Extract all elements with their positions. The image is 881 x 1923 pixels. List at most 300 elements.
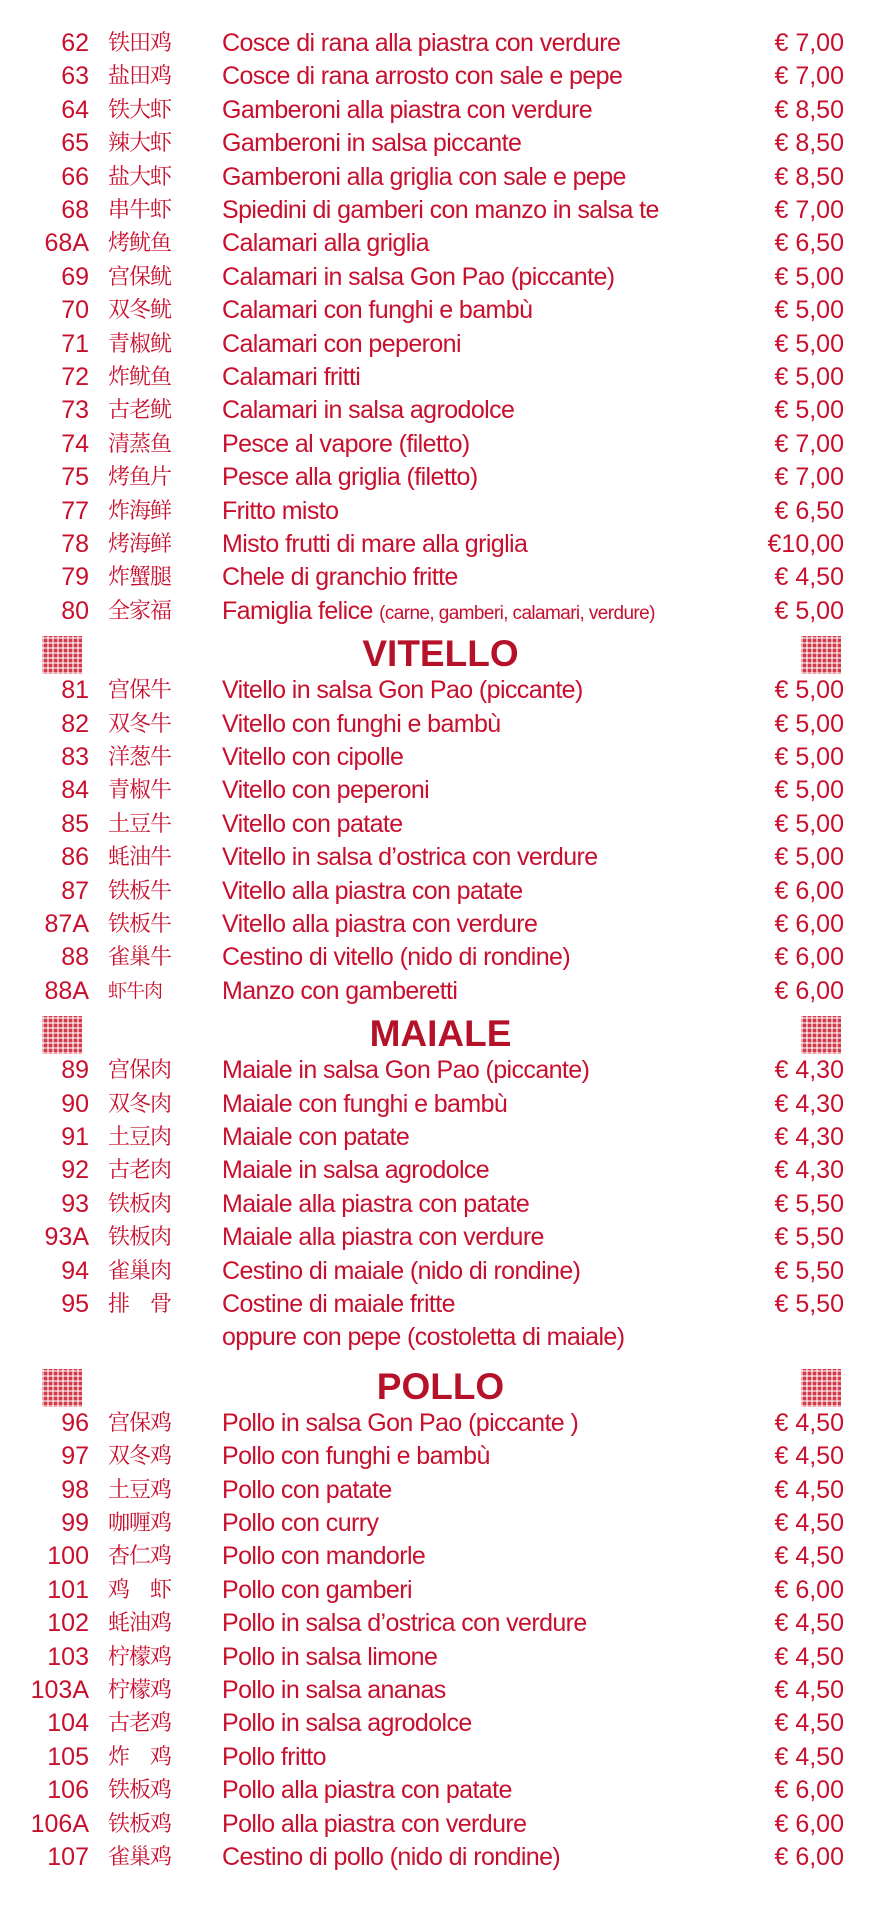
- item-price: € 5,00: [774, 743, 844, 771]
- item-italian-text: Pesce al vapore (filetto): [222, 429, 470, 458]
- menu-item-row: [0, 60, 881, 93]
- item-italian-name: [222, 161, 626, 194]
- item-italian-name: [222, 294, 532, 327]
- item-italian-name: [222, 1288, 455, 1321]
- menu-item-row: [0, 1641, 881, 1674]
- item-price: € 4,50: [774, 1442, 844, 1471]
- menu-item-row: [0, 1741, 881, 1774]
- item-chinese-name: 铁田鸡: [108, 31, 172, 56]
- item-chinese-name: 铁板牛: [108, 878, 172, 904]
- item-number: 100: [47, 1542, 89, 1571]
- item-price: € 4,50: [774, 1542, 844, 1571]
- item-chinese-name: 烤鱿鱼: [108, 231, 172, 257]
- item-price: € 8,50: [774, 162, 844, 191]
- menu-item-row: [0, 1607, 881, 1640]
- item-italian-text: Gamberoni alla griglia con sale e pepe: [222, 162, 626, 191]
- item-chinese-name: 铁大虾: [108, 97, 172, 123]
- item-italian-name: [222, 1474, 392, 1507]
- item-number: 88A: [44, 976, 89, 1005]
- menu-item-row: [0, 94, 881, 127]
- item-italian-text: Pollo con funghi e bambù: [222, 1442, 490, 1471]
- item-number: 62: [61, 29, 89, 57]
- item-chinese-name: 炸海鲜: [108, 498, 172, 524]
- menu-item-row: [0, 1154, 881, 1187]
- item-italian-detail: (carne, gamberi, calamari, verdure): [379, 602, 655, 624]
- item-italian-name: [222, 908, 537, 941]
- section-header-pollo: [0, 1367, 881, 1407]
- menu-item-row: [0, 841, 881, 874]
- item-chinese-name: 排 骨: [108, 1292, 172, 1317]
- item-italian-name: [222, 1407, 578, 1440]
- item-italian-text: Calamari fritti: [222, 363, 361, 391]
- item-italian-text: Spiedini di gamberi con manzo in salsa te: [222, 196, 659, 224]
- item-price: €10,00: [767, 530, 844, 558]
- item-number: 64: [61, 95, 89, 124]
- menu-item-row: [0, 428, 881, 461]
- item-italian-text: Cestino di vitello (nido di rondine): [222, 943, 571, 972]
- item-price: € 6,00: [774, 976, 844, 1005]
- item-italian-name: [222, 674, 583, 707]
- item-chinese-name: 宫保肉: [108, 1058, 172, 1084]
- item-italian-name: [222, 1440, 490, 1473]
- item-price: € 4,30: [774, 1056, 844, 1085]
- item-price: € 7,00: [774, 62, 844, 91]
- item-price: € 6,00: [774, 876, 844, 905]
- item-italian-text: Costine di maiale fritte: [222, 1290, 455, 1318]
- item-price: € 4,50: [774, 563, 844, 592]
- menu-item-row: [0, 261, 881, 294]
- item-price: € 4,50: [774, 1709, 844, 1738]
- item-italian-text: Calamari in salsa Gon Pao (piccante): [222, 262, 615, 291]
- item-number: 99: [61, 1509, 89, 1537]
- item-italian-text: Pollo con patate: [222, 1475, 392, 1504]
- menu-item-row: [0, 1054, 881, 1087]
- item-number: 86: [61, 843, 89, 872]
- item-chinese-name: 铁板鸡: [108, 1778, 172, 1804]
- item-italian-text: Pollo in salsa agrodolce: [222, 1709, 472, 1738]
- menu-item-row: [0, 27, 881, 60]
- item-number: 91: [61, 1123, 89, 1151]
- item-number: 103A: [30, 1676, 89, 1704]
- item-italian-name: [222, 1707, 472, 1740]
- menu-item-row: [0, 875, 881, 908]
- item-number: 106A: [30, 1809, 89, 1838]
- item-italian-name: [222, 1641, 437, 1674]
- item-number: 97: [61, 1442, 89, 1471]
- item-italian-name: [222, 495, 338, 528]
- item-number: 81: [61, 676, 89, 705]
- menu-item-row: [0, 394, 881, 427]
- item-chinese-name: 蚝油鸡: [108, 1611, 172, 1637]
- item-italian-text: Cestino di maiale (nido di rondine): [222, 1256, 581, 1285]
- item-number: 82: [61, 709, 89, 738]
- menu-item-row: [0, 741, 881, 774]
- item-italian-name: [222, 595, 655, 630]
- item-italian-name: [222, 27, 620, 60]
- item-number: 70: [61, 296, 89, 325]
- item-italian-text: Manzo con gamberetti: [222, 976, 458, 1005]
- item-italian-text: Pollo in salsa d’ostrica con verdure: [222, 1609, 587, 1638]
- item-italian-text: Chele di granchio fritte: [222, 563, 458, 592]
- menu-item-row: [0, 1808, 881, 1841]
- menu-item-row: [0, 1321, 881, 1354]
- item-italian-text: Maiale in salsa Gon Pao (piccante): [222, 1056, 590, 1085]
- item-italian-text: Cosce di rana alla piastra con verdure: [222, 29, 621, 57]
- item-italian-text: Maiale con patate: [222, 1123, 410, 1151]
- item-price: € 7,00: [774, 429, 844, 458]
- item-italian-text: Pollo in salsa Gon Pao (piccante ): [222, 1408, 579, 1437]
- menu-item-row: [0, 328, 881, 361]
- item-price: € 4,30: [774, 1123, 844, 1151]
- item-number: 85: [61, 809, 89, 838]
- section-title: MAIALE: [369, 1013, 512, 1055]
- item-number: 79: [61, 563, 89, 592]
- item-chinese-name: 铁板牛: [108, 912, 172, 937]
- item-chinese-name: 雀巢肉: [108, 1258, 172, 1284]
- item-italian-name: [222, 461, 478, 494]
- item-number: 83: [61, 743, 89, 771]
- item-price: € 6,50: [774, 229, 844, 258]
- item-price: € 8,50: [774, 95, 844, 124]
- item-chinese-name: 柠檬鸡: [108, 1644, 172, 1670]
- item-chinese-name: 虾牛肉: [108, 979, 163, 1002]
- item-number: 103: [47, 1642, 89, 1671]
- item-number: 63: [61, 62, 89, 91]
- menu-item-row: [0, 194, 881, 227]
- menu-item-row: [0, 227, 881, 260]
- item-italian-text: Pollo con gamberi: [222, 1575, 412, 1604]
- item-price: € 7,00: [774, 196, 844, 224]
- item-italian-text: Calamari in salsa agrodolce: [222, 396, 515, 425]
- item-chinese-name: 双冬鱿: [108, 298, 172, 324]
- item-price: € 6,00: [774, 1843, 844, 1871]
- item-italian-text: Gamberoni in salsa piccante: [222, 129, 522, 158]
- item-chinese-name: 双冬鸡: [108, 1444, 172, 1470]
- item-italian-text: Pollo con curry: [222, 1509, 379, 1537]
- item-italian-name: [222, 428, 470, 461]
- item-number: 88: [61, 943, 89, 972]
- item-number: 75: [61, 463, 89, 492]
- item-chinese-name: 咖喱鸡: [108, 1511, 172, 1536]
- item-italian-text: Fritto misto: [222, 496, 339, 525]
- item-italian-name: [222, 1188, 529, 1221]
- item-price: € 5,00: [774, 363, 844, 391]
- item-number: 93: [61, 1189, 89, 1218]
- menu-item-row: [0, 528, 881, 561]
- item-number: 74: [61, 429, 89, 458]
- item-chinese-name: 炸鱿鱼: [108, 365, 172, 390]
- menu-item-row: [0, 1507, 881, 1540]
- item-italian-text: Maiale in salsa agrodolce: [222, 1156, 490, 1185]
- item-number: 87: [61, 876, 89, 905]
- menu-item-row: [0, 127, 881, 160]
- item-italian-text: Calamari con funghi e bambù: [222, 296, 533, 325]
- item-italian-name: [222, 127, 521, 160]
- item-number: 84: [61, 776, 89, 805]
- item-number: 98: [61, 1475, 89, 1504]
- item-chinese-name: 古老鸡: [108, 1711, 172, 1737]
- item-italian-name: [222, 1540, 425, 1573]
- item-number: 101: [47, 1575, 89, 1604]
- menu-item-row: [0, 461, 881, 494]
- item-italian-text: Vitello con funghi e bambù: [222, 709, 501, 738]
- item-italian-name: [222, 261, 614, 294]
- item-price: € 5,50: [774, 1189, 844, 1218]
- item-italian-name: [222, 1674, 446, 1707]
- item-number: 87A: [44, 910, 89, 938]
- item-italian-name: [222, 194, 659, 227]
- item-price: € 5,00: [774, 809, 844, 838]
- item-italian-name: [222, 975, 457, 1008]
- menu-item-row: [0, 1474, 881, 1507]
- item-price: € 5,00: [774, 596, 844, 625]
- menu-item-row: [0, 1255, 881, 1288]
- item-number: 66: [61, 162, 89, 191]
- item-italian-name: [222, 328, 461, 361]
- item-italian-text: Pollo fritto: [222, 1742, 326, 1771]
- section-title: VITELLO: [362, 633, 519, 675]
- item-italian-name: [222, 1088, 507, 1121]
- item-italian-text: Gamberoni alla piastra con verdure: [222, 95, 593, 124]
- item-italian-name: [222, 1607, 587, 1640]
- item-chinese-name: 铁板肉: [108, 1191, 172, 1217]
- item-price: € 6,50: [774, 496, 844, 525]
- item-number: 96: [61, 1408, 89, 1437]
- item-italian-name: [222, 875, 523, 908]
- item-price: € 6,00: [774, 910, 844, 938]
- item-chinese-name: 全家福: [108, 598, 172, 624]
- item-italian-name: [222, 1255, 580, 1288]
- item-number: 102: [47, 1609, 89, 1638]
- menu-item-row: [0, 1221, 881, 1254]
- item-chinese-name: 鸡 虾: [108, 1577, 172, 1603]
- item-price: € 4,50: [774, 1642, 844, 1671]
- item-italian-name: [222, 1321, 624, 1354]
- item-chinese-name: 宫保鱿: [108, 264, 172, 290]
- menu-item-row: [0, 1288, 881, 1321]
- item-italian-name: [222, 1774, 512, 1807]
- menu-item-row: [0, 561, 881, 594]
- item-italian-text: Maiale con funghi e bambù: [222, 1089, 508, 1118]
- item-italian-text: Vitello con cipolle: [222, 743, 404, 771]
- menu-item-row: [0, 1674, 881, 1707]
- item-italian-text: Famiglia felice: [222, 596, 373, 625]
- item-italian-text: Vitello alla piastra con verdure: [222, 910, 538, 938]
- item-number: 73: [61, 396, 89, 425]
- item-chinese-name: 土豆肉: [108, 1125, 172, 1150]
- item-price: € 4,50: [774, 1742, 844, 1771]
- item-number: 72: [61, 363, 89, 391]
- item-italian-text: Vitello in salsa Gon Pao (piccante): [222, 676, 583, 705]
- menu-item-row: [0, 908, 881, 941]
- item-italian-name: [222, 1741, 326, 1774]
- item-price: € 5,00: [774, 296, 844, 325]
- item-chinese-name: 铁板肉: [108, 1225, 172, 1251]
- menu-item-row: [0, 1774, 881, 1807]
- item-chinese-name: 柠檬鸡: [108, 1678, 172, 1703]
- item-italian-text: Pollo alla piastra con patate: [222, 1776, 512, 1805]
- item-price: € 5,00: [774, 329, 844, 358]
- item-chinese-name: 宫保牛: [108, 678, 172, 704]
- item-italian-text: Misto frutti di mare alla griglia: [222, 530, 528, 558]
- item-italian-text: Pesce alla griglia (filetto): [222, 463, 478, 492]
- item-price: € 4,50: [774, 1609, 844, 1638]
- item-price: € 6,00: [774, 1809, 844, 1838]
- item-number: 93A: [44, 1223, 89, 1252]
- item-chinese-name: 铁板鸡: [108, 1811, 172, 1837]
- item-number: 104: [47, 1709, 89, 1738]
- item-price: € 5,00: [774, 843, 844, 872]
- item-price: € 5,00: [774, 709, 844, 738]
- item-italian-name: [222, 741, 403, 774]
- item-italian-name: [222, 774, 429, 807]
- item-chinese-name: 烤海鲜: [108, 532, 172, 557]
- item-number: 106: [47, 1776, 89, 1805]
- menu-item-row: [0, 495, 881, 528]
- item-italian-name: [222, 941, 570, 974]
- item-number: 68A: [44, 229, 89, 258]
- item-italian-name: [222, 1154, 489, 1187]
- item-price: € 4,50: [774, 1408, 844, 1437]
- item-price: € 7,00: [774, 463, 844, 492]
- item-price: € 4,30: [774, 1089, 844, 1118]
- item-chinese-name: 炸蟹腿: [108, 565, 172, 591]
- item-chinese-name: 双冬牛: [108, 711, 172, 737]
- item-italian-name: [222, 1808, 526, 1841]
- menu-item-row: [0, 1121, 881, 1154]
- item-number: 95: [61, 1290, 89, 1318]
- item-italian-text: Calamari alla griglia: [222, 229, 429, 258]
- item-chinese-name: 辣大虾: [108, 131, 172, 157]
- menu-item-row: [0, 161, 881, 194]
- item-italian-name: [222, 1121, 409, 1154]
- section-header-vitello: [0, 634, 881, 674]
- item-chinese-name: 清蒸鱼: [108, 431, 172, 457]
- item-number: 77: [61, 496, 89, 525]
- item-price: € 4,30: [774, 1156, 844, 1185]
- menu-item-row: [0, 1188, 881, 1221]
- menu-item-row: [0, 1440, 881, 1473]
- menu-item-row: [0, 1088, 881, 1121]
- item-chinese-name: 蚝油牛: [108, 845, 172, 871]
- item-italian-name: [222, 227, 429, 260]
- section-header-maiale: [0, 1014, 881, 1054]
- menu-item-row: [0, 1407, 881, 1440]
- item-number: 78: [61, 530, 89, 558]
- menu-item-row: [0, 1707, 881, 1740]
- item-italian-name: [222, 1841, 560, 1874]
- item-price: € 5,00: [774, 776, 844, 805]
- item-italian-name: [222, 60, 622, 93]
- item-number: 89: [61, 1056, 89, 1085]
- item-italian-text: Pollo alla piastra con verdure: [222, 1809, 527, 1838]
- item-chinese-name: 青椒鱿: [108, 331, 172, 357]
- item-italian-name: [222, 528, 527, 561]
- item-italian-name: [222, 94, 592, 127]
- item-number: 90: [61, 1089, 89, 1118]
- item-italian-name: [222, 841, 598, 874]
- item-italian-text: Maiale alla piastra con verdure: [222, 1223, 544, 1252]
- item-italian-name: [222, 1221, 544, 1254]
- item-italian-text: oppure con pepe (costoletta di maiale): [222, 1323, 625, 1352]
- item-chinese-name: 雀巢鸡: [108, 1845, 172, 1870]
- item-price: € 7,00: [774, 29, 844, 57]
- red-seal-icon: [801, 636, 841, 674]
- item-chinese-name: 古老鱿: [108, 398, 172, 424]
- item-number: 94: [61, 1256, 89, 1285]
- red-seal-icon: [801, 1369, 841, 1407]
- item-italian-text: Vitello in salsa d’ostrica con verdure: [222, 843, 598, 872]
- menu-item-row: [0, 595, 881, 628]
- item-number: 68: [61, 196, 89, 224]
- item-italian-text: Cosce di rana arrosto con sale e pepe: [222, 62, 623, 91]
- menu-item-row: [0, 1841, 881, 1874]
- item-number: 105: [47, 1742, 89, 1771]
- item-number: 92: [61, 1156, 89, 1185]
- item-chinese-name: 盐大虾: [108, 164, 172, 190]
- menu-item-row: [0, 774, 881, 807]
- item-chinese-name: 洋葱牛: [108, 745, 172, 770]
- item-chinese-name: 盐田鸡: [108, 64, 172, 90]
- item-price: € 5,50: [774, 1256, 844, 1285]
- menu-item-row: [0, 708, 881, 741]
- item-italian-name: [222, 1507, 378, 1540]
- item-price: € 5,00: [774, 676, 844, 705]
- item-italian-text: Maiale alla piastra con patate: [222, 1189, 530, 1218]
- item-price: € 5,50: [774, 1290, 844, 1318]
- item-number: 71: [61, 329, 89, 358]
- red-seal-icon: [801, 1016, 841, 1054]
- item-price: € 6,00: [774, 1575, 844, 1604]
- item-price: € 6,00: [774, 943, 844, 972]
- item-price: € 5,00: [774, 396, 844, 425]
- item-price: € 6,00: [774, 1776, 844, 1805]
- item-italian-name: [222, 708, 501, 741]
- menu-item-row: [0, 1540, 881, 1573]
- item-chinese-name: 土豆鸡: [108, 1477, 172, 1503]
- item-price: € 8,50: [774, 129, 844, 158]
- item-italian-text: Vitello alla piastra con patate: [222, 876, 523, 905]
- item-italian-text: Cestino di pollo (nido di rondine): [222, 1843, 561, 1871]
- item-italian-text: Calamari con peperoni: [222, 329, 461, 358]
- item-italian-name: [222, 1574, 412, 1607]
- item-price: € 4,50: [774, 1475, 844, 1504]
- item-italian-name: [222, 361, 360, 394]
- menu-item-row: [0, 941, 881, 974]
- menu-item-row: [0, 674, 881, 707]
- item-price: € 5,50: [774, 1223, 844, 1252]
- item-chinese-name: 串牛虾: [108, 198, 172, 223]
- section-title: POLLO: [376, 1365, 505, 1407]
- item-chinese-name: 青椒牛: [108, 778, 172, 804]
- item-price: € 4,50: [774, 1676, 844, 1704]
- item-chinese-name: 烤鱼片: [108, 465, 172, 491]
- item-chinese-name: 宫保鸡: [108, 1410, 172, 1436]
- item-italian-name: [222, 1054, 589, 1087]
- item-italian-text: Pollo in salsa limone: [222, 1642, 438, 1671]
- item-italian-name: [222, 561, 458, 594]
- item-chinese-name: 双冬肉: [108, 1091, 172, 1117]
- item-italian-text: Vitello con patate: [222, 809, 403, 838]
- menu-item-row: [0, 1574, 881, 1607]
- item-number: 80: [61, 596, 89, 625]
- item-chinese-name: 杏仁鸡: [108, 1544, 172, 1570]
- item-italian-text: Pollo con mandorle: [222, 1542, 426, 1571]
- menu-item-row: [0, 808, 881, 841]
- menu-item-row: [0, 975, 881, 1008]
- item-price: € 4,50: [774, 1509, 844, 1537]
- item-chinese-name: 炸 鸡: [108, 1744, 172, 1770]
